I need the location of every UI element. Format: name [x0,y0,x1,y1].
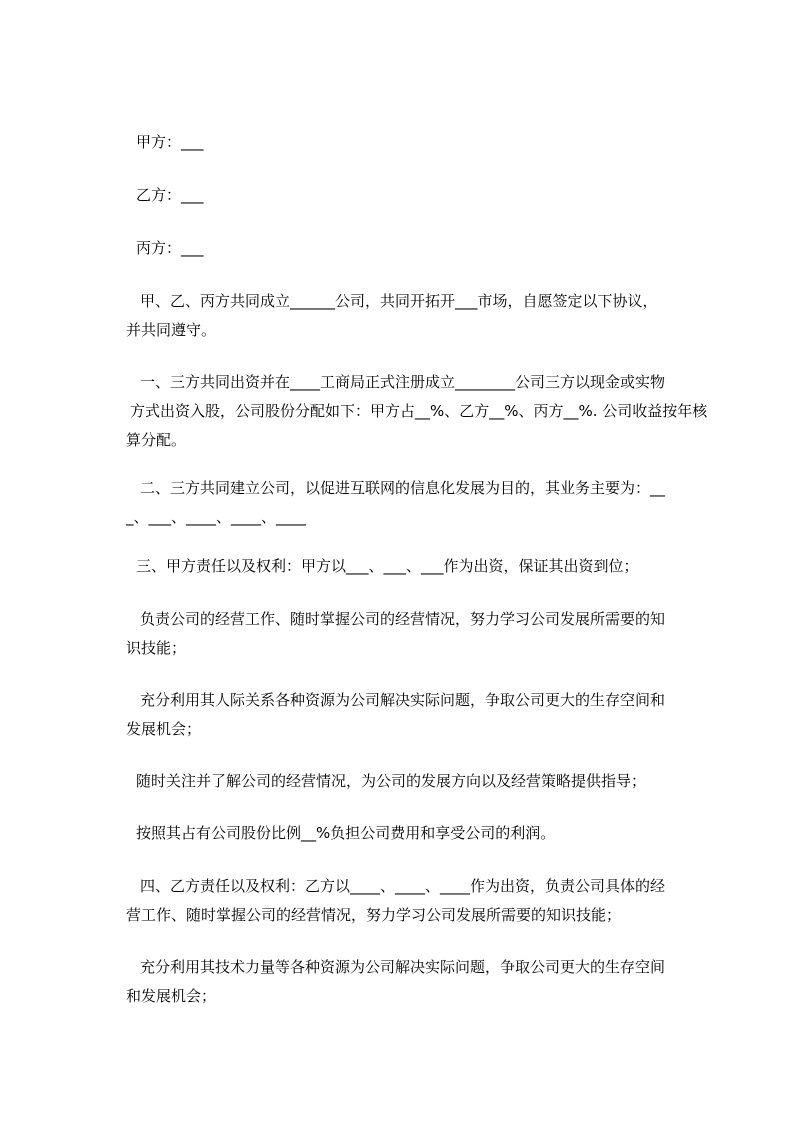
clause-4a-line-2: 和发展机会； [126,987,217,1005]
party-a-text: 甲方：___ [136,133,204,151]
clause-1-line-1: 一、三方共同出资并在____工商局正式注册成立________公司三方以现金或实物 [140,373,666,391]
clause-3-line-1: 三、甲方责任以及权利：甲方以___、___、___作为出资，保证其出资到位； [136,557,639,575]
clause-3d-line-1: 按照其占有公司股份比例__%负担公司费用和享受公司的利润。 [136,824,556,842]
intro-paragraph [126,287,712,345]
clause-1-paragraph [126,368,712,455]
clause-3a-line-2: 识技能； [126,639,187,657]
clause-3d-paragraph [136,819,712,848]
clause-3c-paragraph [136,767,712,796]
party-b-line [136,181,712,210]
party-c-line [136,234,712,263]
clause-1-line-3: 算分配。 [126,431,187,449]
clause-4a-line-1: 充分利用其技术力量等各种资源为公司解决实际问题，争取公司更大的生存空间 [140,958,666,976]
clause-2-line-2: _、___、____、____、____ [126,508,307,526]
clause-4-line-1: 四、乙方责任以及权利：乙方以____、____、____作为出资，负责公司具体的经 [140,877,666,895]
clause-4-line-2: 营工作、随时掌握公司的经营情况，努力学习公司发展所需要的知识技能； [126,906,622,924]
clause-3b-line-1: 充分利用其人际关系各种资源为公司解决实际问题，争取公司更大的生存空间和 [140,691,666,709]
party-c-text: 丙方：___ [136,239,204,257]
clause-1-line-2: 方式出资入股，公司股份分配如下：甲方占__%、乙方__%、丙方__%. 公司收益按年核 [130,402,708,420]
clause-4a-paragraph [126,953,712,1011]
clause-3a-paragraph [126,605,712,663]
clause-4-paragraph [126,872,712,930]
clause-3-paragraph [136,552,712,581]
clause-3c-line-1: 随时关注并了解公司的经营情况，为公司的发展方向以及经营策略提供指导； [136,772,647,790]
party-a-line [136,128,712,157]
clause-3a-line-1: 负责公司的经营工作、随时掌握公司的经营情况，努力学习公司发展所需要的知 [140,610,666,628]
clause-3b-line-2: 发展机会； [126,720,202,738]
clause-3b-paragraph [126,686,712,744]
party-b-text: 乙方：___ [136,186,204,204]
clause-2-line-1: 二、三方共同建立公司，以促进互联网的信息化发展为目的，其业务主要为：__ [140,479,666,497]
intro-line-2: 并共同遵守。 [126,321,217,339]
intro-line-1: 甲、乙、丙方共同成立______公司，共同开拓开___市场，自愿签定以下协议， [140,292,658,310]
clause-2-paragraph [126,474,712,532]
